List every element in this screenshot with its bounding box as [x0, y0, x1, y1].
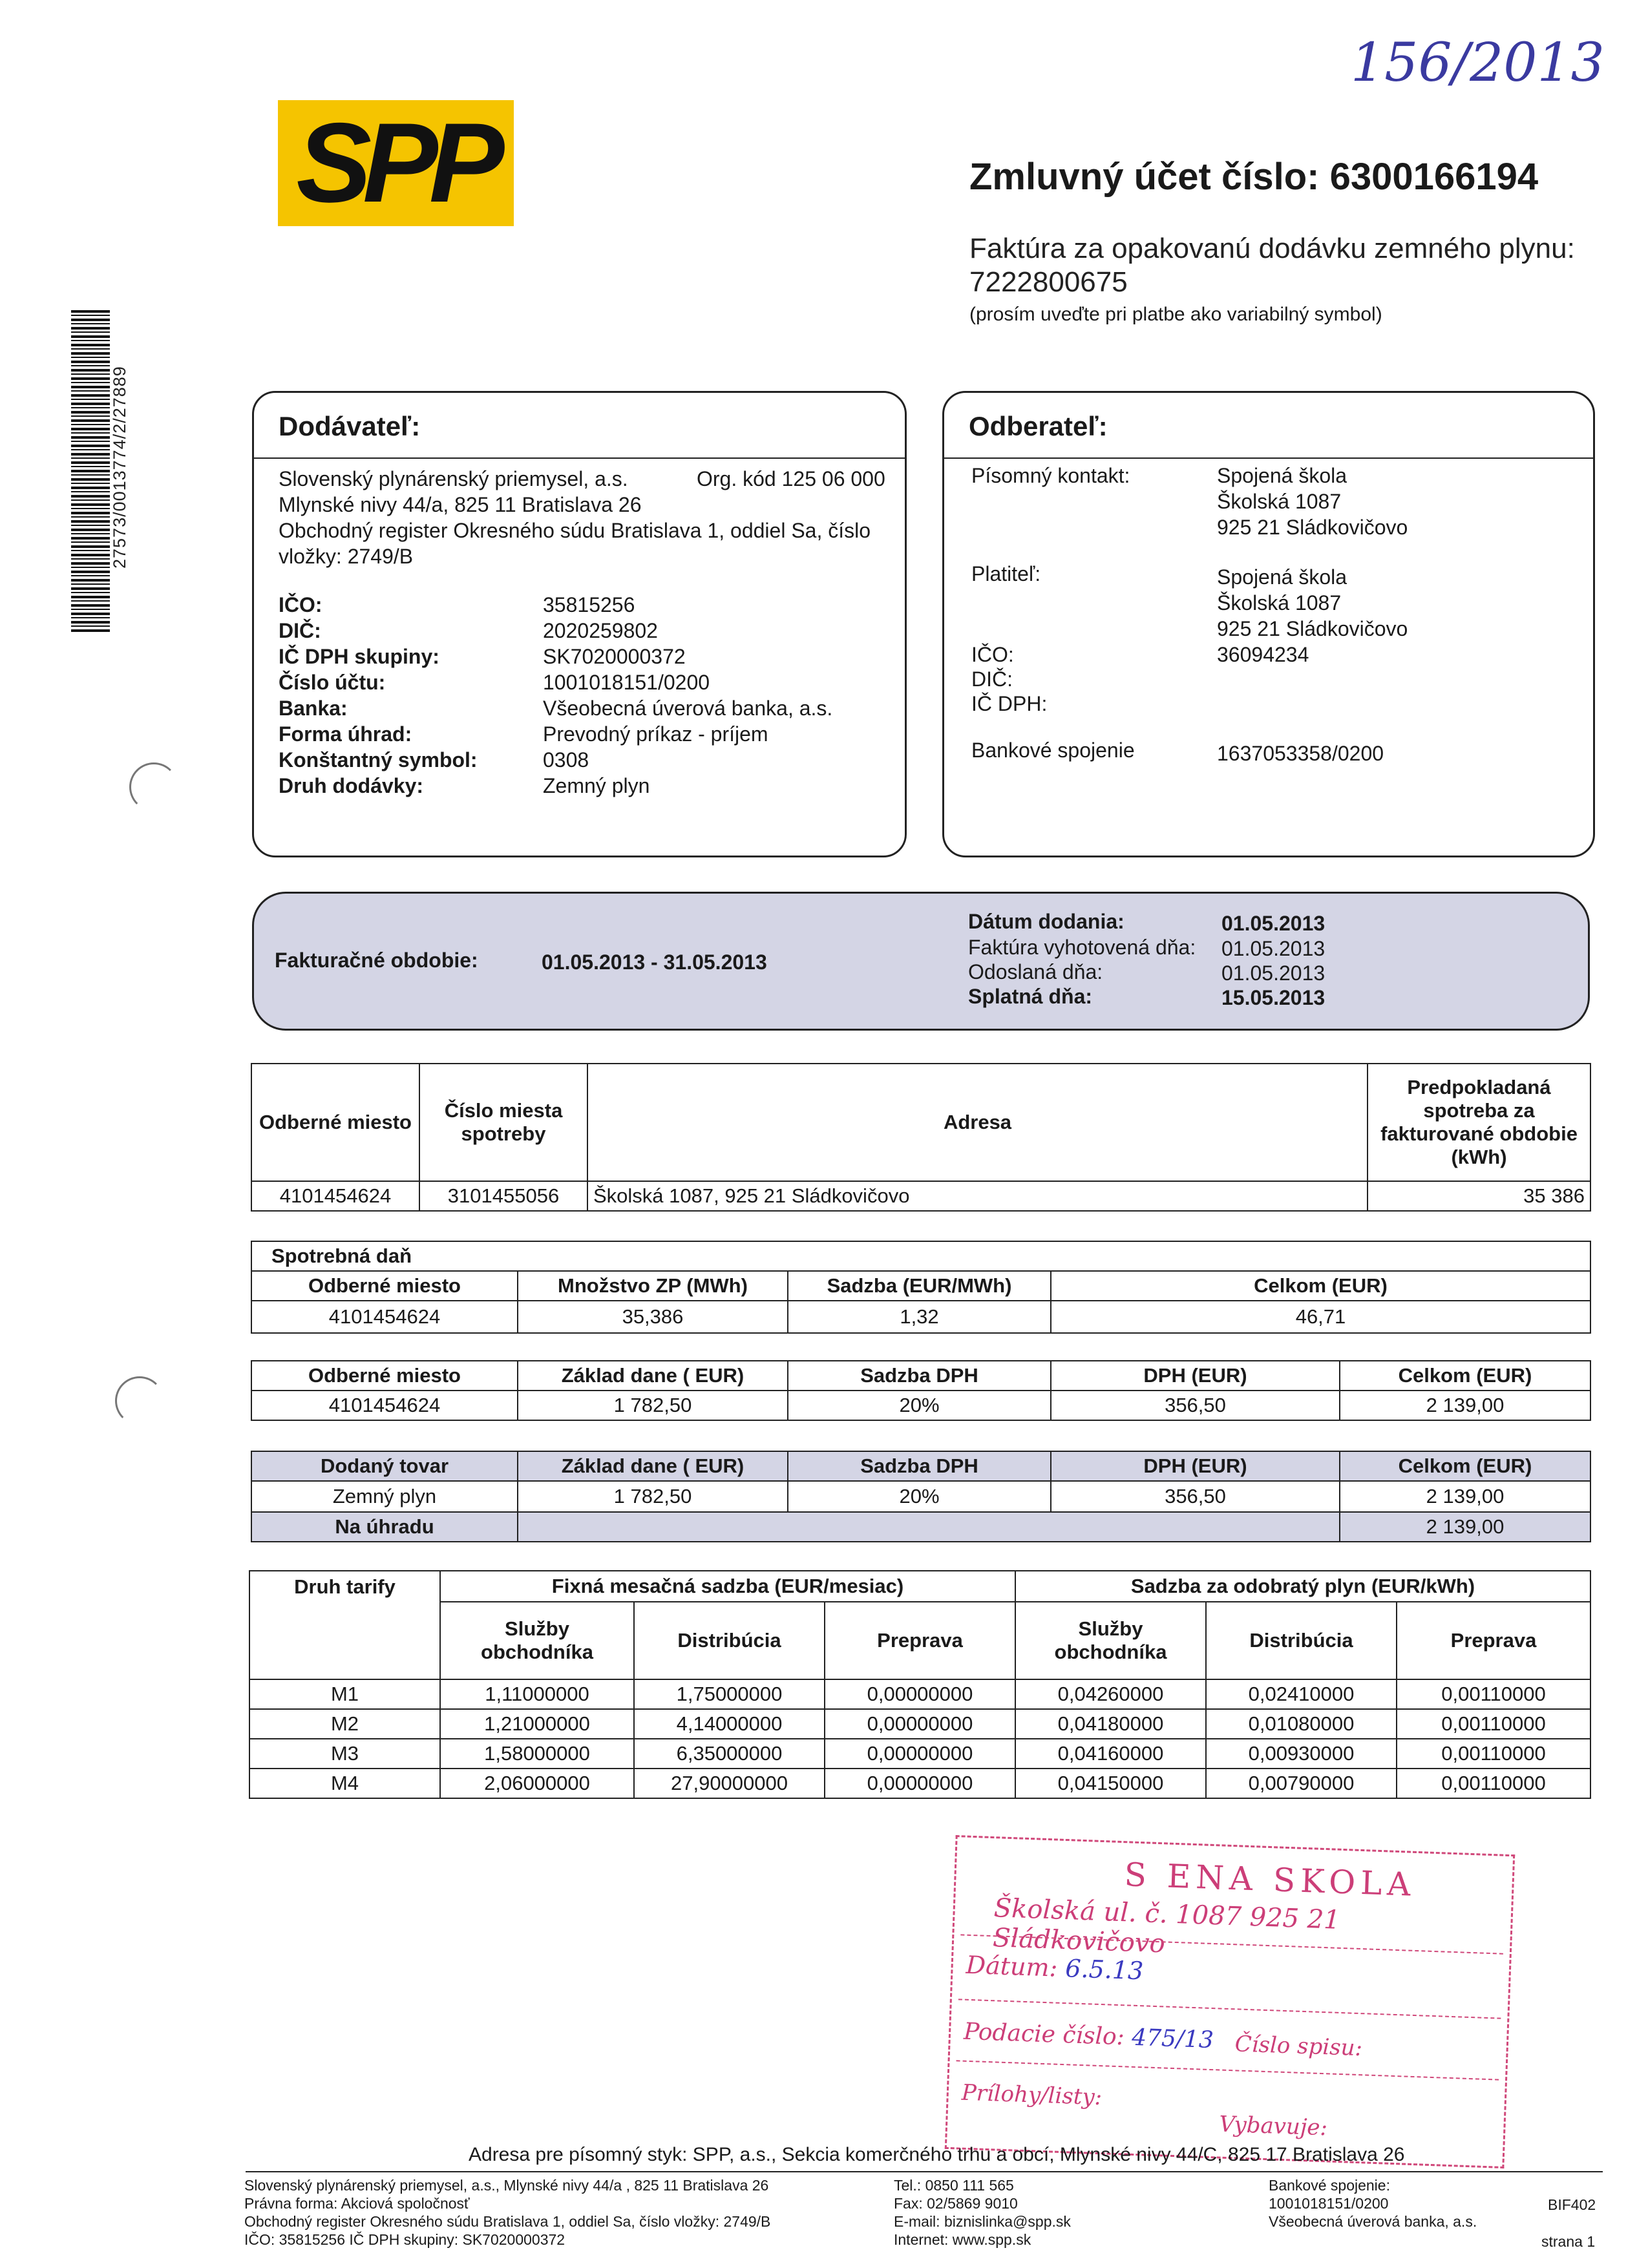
supplier-field-label: IČ DPH skupiny: — [279, 645, 439, 668]
invoice-note: (prosím uveďte pri platbe ako variabilný symbol) — [969, 304, 1382, 325]
supplier-box — [252, 391, 907, 857]
table-row — [249, 1679, 1590, 1709]
billing-period-box — [252, 892, 1590, 1031]
footer-contact: Tel.: 0850 111 565 Fax: 02/5869 9010 E-mail: biznislinka@spp.sk Internet: www.spp.sk — [894, 2177, 1071, 2248]
tariff-cell: 4,14000000 — [634, 1709, 825, 1739]
sent-date: 01.05.2013 — [1221, 961, 1326, 985]
issue-date-label: Faktúra vyhotovená dňa: — [968, 936, 1196, 959]
header-cell: Odberné miesto — [251, 1271, 518, 1301]
supplier-register-2: vložky: 2749/B — [279, 545, 414, 568]
customer-ico-label: IČO: — [971, 643, 1014, 666]
customer-heading: Odberateľ: — [944, 393, 1593, 459]
written-contact-line: Školská 1087 — [1217, 490, 1342, 513]
barcode-number: 27573/0013774/2/27889 — [110, 366, 129, 569]
page-number: strana 1 — [1541, 2233, 1596, 2250]
tariff-cell: 0,01080000 — [1206, 1709, 1397, 1739]
account-title: Zmluvný účet číslo: 6300166194 — [969, 156, 1539, 198]
payer-line: 925 21 Sládkovičovo — [1217, 617, 1408, 640]
due-date: 15.05.2013 — [1221, 986, 1326, 1009]
tariff-cell: 2,06000000 — [440, 1769, 634, 1798]
header-cell: Základ dane ( EUR) — [518, 1451, 788, 1481]
barcode — [71, 310, 110, 633]
header-cell: Odberné miesto — [251, 1361, 518, 1391]
period-label: Fakturačné obdobie: — [275, 949, 478, 972]
excise-rate: 1,32 — [788, 1301, 1051, 1333]
tariff-cell: 0,00000000 — [825, 1739, 1015, 1769]
header-cell: Adresa — [587, 1064, 1368, 1181]
tariff-cell: 6,35000000 — [634, 1739, 825, 1769]
goods-total: 2 139,00 — [1340, 1481, 1590, 1512]
amount-due: 2 139,00 — [1340, 1512, 1590, 1542]
footer-bank: Bankové spojenie: 1001018151/0200 Všeobecná úverová banka, a.s. — [1269, 2177, 1477, 2230]
vat-rate: 20% — [788, 1391, 1051, 1420]
registry-stamp — [945, 1835, 1515, 2168]
table-row — [249, 1709, 1590, 1739]
header-cell: Celkom (EUR) — [1051, 1271, 1590, 1301]
handwritten-reference: 156/2013 — [1351, 32, 1605, 94]
header-cell: Sadzba (EUR/MWh) — [788, 1271, 1051, 1301]
tariff-table — [249, 1570, 1591, 1799]
tariff-cell: 27,90000000 — [634, 1769, 825, 1798]
supplier-field-label: Banka: — [279, 697, 348, 720]
supplier-field-label: DIČ: — [279, 619, 321, 642]
stamp-file-number: Číslo spisu: — [1234, 2031, 1363, 2062]
tariff-cell: 0,00930000 — [1206, 1739, 1397, 1769]
written-contact-line: 925 21 Sládkovičovo — [1217, 516, 1408, 539]
tariff-cell: 0,04260000 — [1015, 1679, 1206, 1709]
header-cell: Predpokladaná spotreba za fakturované obdobie (kWh) — [1368, 1064, 1590, 1181]
supplier-org-code: Org. kód 125 06 000 — [697, 467, 885, 490]
fixed-rate-group: Fixná mesačná sadzba (EUR/mesiac) — [440, 1571, 1015, 1602]
table-row — [249, 1739, 1590, 1769]
bank-label: Bankové spojenie — [971, 739, 1135, 762]
tariff-cell: M3 — [249, 1739, 440, 1769]
tariff-cell: M1 — [249, 1679, 440, 1709]
tariff-cell: 1,11000000 — [440, 1679, 634, 1709]
expected-consumption: 35 386 — [1368, 1181, 1590, 1211]
punch-hole-bottom — [115, 1376, 164, 1425]
subheader-cell: Služby obchodníka — [440, 1602, 634, 1679]
written-contact-line: Spojená škola — [1217, 464, 1347, 487]
subheader-cell: Distribúcia — [634, 1602, 825, 1679]
subheader-cell: Distribúcia — [1206, 1602, 1397, 1679]
tariff-cell: 0,00790000 — [1206, 1769, 1397, 1798]
supplier-register-1: Obchodný register Okresného súdu Bratislava 1, oddiel Sa, číslo — [279, 519, 871, 542]
excise-quantity: 35,386 — [518, 1301, 788, 1333]
stamp-address: Školská ul. č. 1087 925 21 Sládkovičovo — [992, 1893, 1341, 1959]
tariff-cell: 0,00110000 — [1397, 1709, 1590, 1739]
payer-line: Spojená škola — [1217, 565, 1347, 589]
tariff-cell: 0,00110000 — [1397, 1739, 1590, 1769]
tariff-cell: 1,58000000 — [440, 1739, 634, 1769]
header-cell: Číslo miesta spotreby — [419, 1064, 587, 1181]
place-address: Školská 1087, 925 21 Sládkovičovo — [587, 1181, 1368, 1211]
subheader-cell: Preprava — [825, 1602, 1015, 1679]
payer-label: Platiteľ: — [971, 562, 1041, 585]
subheader-cell: Preprava — [1397, 1602, 1590, 1679]
tariff-cell: 0,00000000 — [825, 1769, 1015, 1798]
header-cell: Základ dane ( EUR) — [518, 1361, 788, 1391]
supplier-address: Mlynské nivy 44/a, 825 11 Bratislava 26 — [279, 493, 642, 516]
supplier-field-value: Prevodný príkaz - príjem — [543, 722, 768, 746]
vat-base: 1 782,50 — [518, 1391, 788, 1420]
supplier-field-value: Zemný plyn — [543, 774, 650, 797]
tariff-cell: 0,04150000 — [1015, 1769, 1206, 1798]
amount-due-label: Na úhradu — [251, 1512, 518, 1542]
goods-vat: 356,50 — [1051, 1481, 1340, 1512]
vat-place: 4101454624 — [251, 1391, 518, 1420]
vat-total: 2 139,00 — [1340, 1391, 1590, 1420]
footer-address: Adresa pre písomný styk: SPP, a.s., Sekcia komerčného trhu a obcí, Mlynské nivy 44/C, 825 17 Bratislava 26 — [469, 2144, 1405, 2165]
supplier-field-label: Konštantný symbol: — [279, 748, 478, 772]
goods-rate: 20% — [788, 1481, 1051, 1512]
supplier-field-value: 0308 — [543, 748, 589, 772]
invoice-description: Faktúra za opakovanú dodávku zemného plynu: — [969, 233, 1575, 264]
spp-logo: SPP — [278, 100, 514, 226]
vat-amount: 356,50 — [1051, 1391, 1340, 1420]
stamp-handled-by: Vybavuje: — [1218, 2111, 1328, 2141]
payer-line: Školská 1087 — [1217, 591, 1342, 614]
excise-total: 46,71 — [1051, 1301, 1590, 1333]
goods-table — [251, 1451, 1591, 1542]
goods-base: 1 782,50 — [518, 1481, 788, 1512]
excise-place: 4101454624 — [251, 1301, 518, 1333]
consumption-rate-group: Sadzba za odobratý plyn (EUR/kWh) — [1015, 1571, 1590, 1602]
header-cell: Celkom (EUR) — [1340, 1451, 1590, 1481]
header-cell: Množstvo ZP (MWh) — [518, 1271, 788, 1301]
supplier-name: Slovenský plynárenský priemysel, a.s. — [279, 467, 628, 490]
invoice-number: 7222800675 — [969, 266, 1128, 298]
tariff-cell: M4 — [249, 1769, 440, 1798]
supplier-field-label: Forma úhrad: — [279, 722, 412, 746]
tariff-cell: 0,00000000 — [825, 1679, 1015, 1709]
supplier-field-value: 35815256 — [543, 593, 635, 616]
customer-box — [942, 391, 1595, 857]
supplier-field-label: Druh dodávky: — [279, 774, 424, 797]
header-cell: Celkom (EUR) — [1340, 1361, 1590, 1391]
tariff-cell: 0,00000000 — [825, 1709, 1015, 1739]
stamp-school-name: S ENA SKOLA — [1123, 1856, 1417, 1904]
tariff-cell: 1,21000000 — [440, 1709, 634, 1739]
tariff-cell: 0,04160000 — [1015, 1739, 1206, 1769]
tariff-col-header: Druh tarify — [249, 1571, 440, 1679]
punch-hole-top — [129, 762, 178, 812]
consumption-place-table — [251, 1063, 1591, 1212]
table-row — [249, 1769, 1590, 1798]
vat-table — [251, 1360, 1591, 1421]
tariff-cell: 0,02410000 — [1206, 1679, 1397, 1709]
supplier-field-label: IČO: — [279, 593, 322, 616]
stamp-reg-number: Podacie číslo: 475/13 — [963, 2018, 1214, 2054]
issue-date: 01.05.2013 — [1221, 937, 1326, 960]
tariff-cell: 0,00110000 — [1397, 1769, 1590, 1798]
excise-tax-table — [251, 1241, 1591, 1334]
subheader-cell: Služby obchodníka — [1015, 1602, 1206, 1679]
supplier-heading: Dodávateľ: — [254, 393, 905, 459]
customer-ico: 36094234 — [1217, 643, 1309, 666]
stamp-attachments: Prílohy/listy: — [961, 2079, 1103, 2111]
header-cell: DPH (EUR) — [1051, 1361, 1340, 1391]
place-id: 4101454624 — [251, 1181, 419, 1211]
tariff-cell: M2 — [249, 1709, 440, 1739]
header-cell: Odberné miesto — [251, 1064, 419, 1181]
header-cell: Sadzba DPH — [788, 1451, 1051, 1481]
goods-name: Zemný plyn — [251, 1481, 518, 1512]
sent-date-label: Odoslaná dňa: — [968, 960, 1103, 983]
supplier-field-value: SK7020000372 — [543, 645, 686, 668]
footer-company: Slovenský plynárenský priemysel, a.s., Mlynské nivy 44/a , 825 11 Bratislava 26 Právna forma: Akciová spoločnosť Obchodný register Okresného súdu Bratislava 1, oddiel Sa, číslo vložky: 2749/B IČO: 35815256 IČ DPH skupiny: SK7020000372 — [244, 2177, 771, 2248]
bank-account: 1637053358/0200 — [1217, 742, 1384, 765]
excise-title: Spotrebná daň — [251, 1241, 1590, 1271]
tariff-cell: 0,04180000 — [1015, 1709, 1206, 1739]
supplier-field-value: Všeobecná úverová banka, a.s. — [543, 697, 833, 720]
delivery-date-label: Dátum dodania: — [968, 910, 1125, 933]
customer-icdph-label: IČ DPH: — [971, 692, 1048, 715]
delivery-date: 01.05.2013 — [1221, 912, 1326, 935]
supplier-field-label: Číslo účtu: — [279, 671, 386, 694]
tariff-cell: 1,75000000 — [634, 1679, 825, 1709]
period-value: 01.05.2013 - 31.05.2013 — [542, 950, 767, 974]
header-cell: DPH (EUR) — [1051, 1451, 1340, 1481]
customer-dic-label: DIČ: — [971, 667, 1013, 691]
supplier-field-value: 1001018151/0200 — [543, 671, 710, 694]
consumption-point: 3101455056 — [419, 1181, 587, 1211]
written-contact-label: Písomný kontakt: — [971, 464, 1130, 487]
form-code: BIF402 — [1548, 2196, 1596, 2213]
header-cell: Dodaný tovar — [251, 1451, 518, 1481]
supplier-field-value: 2020259802 — [543, 619, 658, 642]
due-date-label: Splatná dňa: — [968, 985, 1093, 1008]
stamp-date: Dátum: 6.5.13 — [965, 1950, 1145, 1986]
tariff-cell: 0,00110000 — [1397, 1679, 1590, 1709]
header-cell: Sadzba DPH — [788, 1361, 1051, 1391]
